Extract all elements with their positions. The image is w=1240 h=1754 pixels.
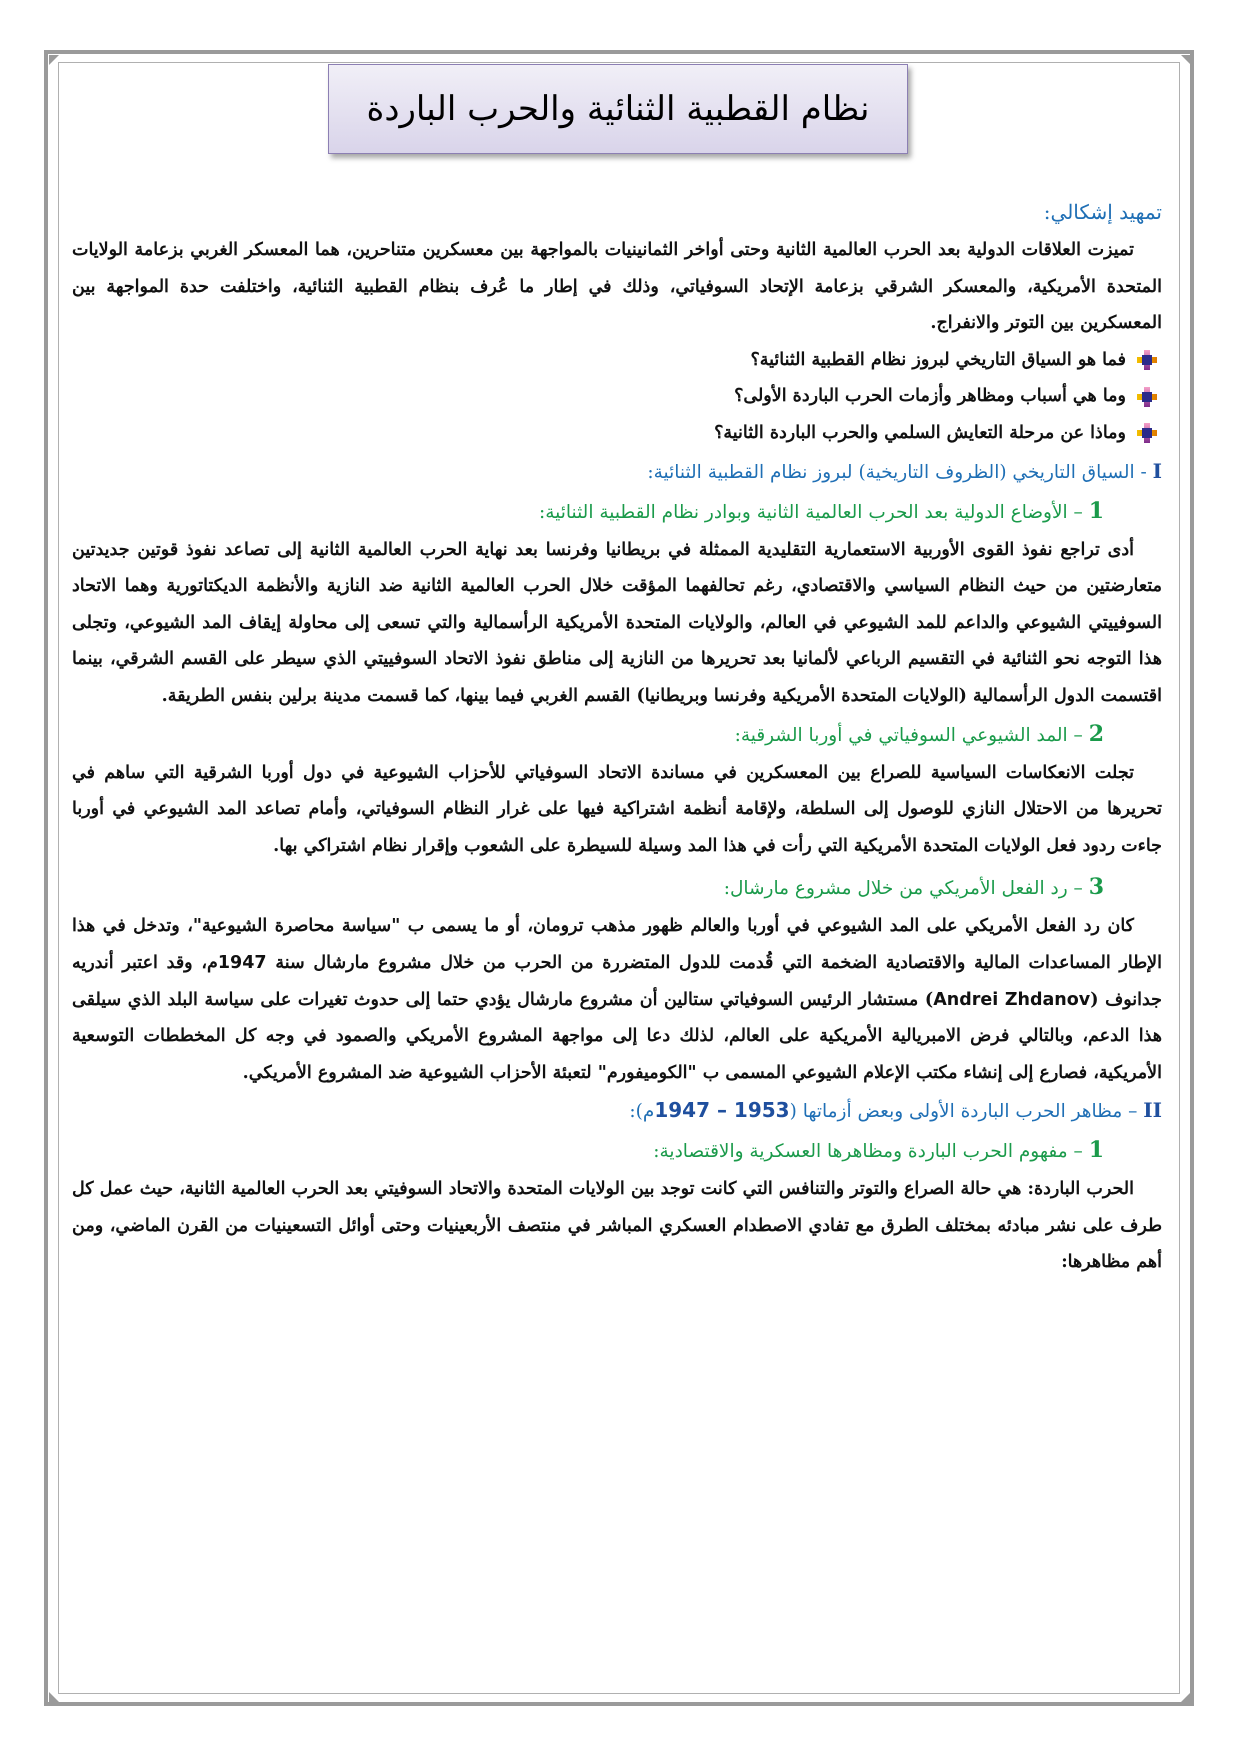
problem-questions [72,342,1162,452]
intro-paragraph: تميزت العلاقات الدولية بعد الحرب العالمية الثانية وحتى أواخر الثمانينيات بالمواجهة بين معسكرين متناحرين، هما المعسكر الغربي بزعامة الولايات المتحدة الأمريكية، والمعسكر الشرقي بزعامة الإتحاد السوفياتي، وذلك في إطار ما عُرف بنظام القطبية الثنائية، واختلفت حدة المواجهة بين المعسكرين بين التوتر والانفراج. [72,240,1162,334]
subsection-title: – المد الشيوعي السوفياتي في أوربا الشرقية: [734,724,1083,746]
subsection-1-1-paragraph: أدى تراجع نفوذ القوى الأوربية الاستعمارية التقليدية الممثلة في بريطانيا وفرنسا بعد نهاية الحرب العالمية الثانية إلى تصاعد نفوذ قوتين جديدتين متعارضتين من حيث النظام السياسي والاقتصادي، رغم تحالفهما المؤقت خلال الحرب العالمية الثانية ضد النازية والأنظمة الديكتاتورية وهما الاتحاد السوفييتي الشيوعي والداعم للمد الشيوعي في العالم، والولايات المتحدة الأمريكية الرأسمالية والتي تسعى إلى محاولة إيقاف المد الشيوعي، وتجلى هذا التوجه نحو الثنائية في التقسيم الرباعي لألمانيا بعد تحريرها من النازية إلى مناطق نفوذ الاتحاد السوفييتي الذي سيطر على القسم الشرقي، بينما اقتسمت الدول الرأسمالية (الولايات المتحدة الأمريكية وفرنسا وبريطانيا) القسم الغربي فيما بينها، كما قسمت مدينة برلين بنفس الطريقة. [72,539,1162,706]
paragraph-text: كان رد الفعل الأمريكي على المد الشيوعي في أوربا والعالم ظهور مذهب ترومان، أو ما يسمى ب "سياسة محاصرة الشيوعية"، وتدخل في هذا الإطار المساعدات المالية والاقتصادية الضخمة التي قُدمت للدول المتضررة من الحرب من خلال مشروع مارشال سنة [72,916,1162,973]
list-item [72,342,1158,379]
paragraph-text: م، وقد اعتبر أندريه جدانوف ( [72,952,1163,1010]
document-body [72,192,1162,1281]
subsection-1-2-heading [72,715,1162,755]
section-number: II [1143,1098,1162,1123]
question-text: فما هو السياق التاريخي لبروز نظام القطبية الثنائية؟ [750,349,1126,370]
page-title: نظام القطبية الثنائية والحرب الباردة [366,89,870,129]
list-item [72,415,1158,452]
section-number: I [1152,458,1162,483]
section-title: - السياق التاريخي (الظروف التاريخية) لبروز نظام القطبية الثنائية: [647,461,1147,483]
section-title: م): [629,1101,655,1123]
subsection-number: 1 [1088,1137,1104,1164]
section-years: 1947 – 1953 [654,1098,790,1123]
border-corner-ornament [1181,1692,1191,1702]
plus-bullet-icon [1136,422,1158,444]
question-text: وماذا عن مرحلة التعايش السلمي والحرب الباردة الثانية؟ [714,422,1126,443]
subsection-1-3-paragraph [72,908,1162,1091]
paragraph-text: ) مستشار الرئيس السوفياتي ستالين أن مشروع مارشال يؤدي حتما إلى حدوث تغيرات على سياسة البلد الذي سيلقى هذا الدعم، وبالتالي فرض الامبريالية الأمريكية على العالم، لذلك دعا إلى مواجهة المشروع الأمريكي والصمود في وجه كل المخططات التوسعية الأمريكية، فصارع إلى إنشاء مكتب الإعلام الشيوعي المسمى ب "الكوميفورم" لتعبئة الأحزاب الشيوعية ضد المشروع الأمريكي. [72,989,1162,1083]
list-item [72,378,1158,415]
section-1-heading [72,452,1162,492]
section-2-heading [72,1091,1162,1131]
subsection-title: – مفهوم الحرب الباردة ومظاهرها العسكرية والاقتصادية: [653,1141,1083,1163]
latin-name: Andrei Zhdanov [933,989,1091,1010]
title-box [328,64,908,154]
subsection-number: 1 [1088,497,1104,524]
subsection-1-2-paragraph: تجلت الانعكاسات السياسية للصراع بين المعسكرين في مساندة الاتحاد السوفياتي للأحزاب الشيوعية في دول أوربا الشرقية التي ساهم في تحريرها من الاحتلال النازي للوصول إلى السلطة، ولإقامة أنظمة اشتراكية فيها على غرار النظام السوفياتي، وأمام تصاعد المد الشيوعي في أوربا جاءت ردود فعل الولايات المتحدة الأمريكية التي رأت في هذا المد وسيلة للسيطرة على الشعوب وإقرار نظام اشتراكي بها. [72,762,1162,856]
border-corner-ornament [49,55,59,65]
subsection-number: 2 [1088,720,1104,747]
subsection-2-1-paragraph: الحرب الباردة: هي حالة الصراع والتوتر والتنافس التي كانت توجد بين الولايات المتحدة والاتحاد السوفيتي بعد الحرب العالمية الثانية، حيث عمل كل طرف على نشر مبادئه بمختلف الطرق مع تفادي الاصطدام العسكري المباشر في منتصف الأربعينيات وحتى أوائل التسعينيات من القرن الماضي، ومن أهم مظاهرها: [72,1179,1162,1273]
year-value: 1947 [217,952,267,973]
subsection-title: – الأوضاع الدولية بعد الحرب العالمية الثانية وبوادر نظام القطبية الثنائية: [539,501,1083,523]
subsection-1-1-heading [72,492,1162,532]
section-title: – مظاهر الحرب الباردة الأولى وبعض أزماتها ( [789,1101,1144,1123]
subsection-number: 3 [1088,874,1104,901]
subsection-1-3-heading [72,868,1162,908]
plus-bullet-icon [1136,349,1158,371]
plus-bullet-icon [1136,386,1158,408]
border-corner-ornament [1181,55,1191,65]
intro-heading: تمهيد إشكالي: [1043,200,1162,224]
subsection-2-1-heading [72,1131,1162,1171]
border-corner-ornament [49,1692,59,1702]
subsection-title: – رد الفعل الأمريكي من خلال مشروع مارشال: [723,878,1083,900]
question-text: وما هي أسباب ومظاهر وأزمات الحرب الباردة الأولى؟ [734,386,1126,407]
